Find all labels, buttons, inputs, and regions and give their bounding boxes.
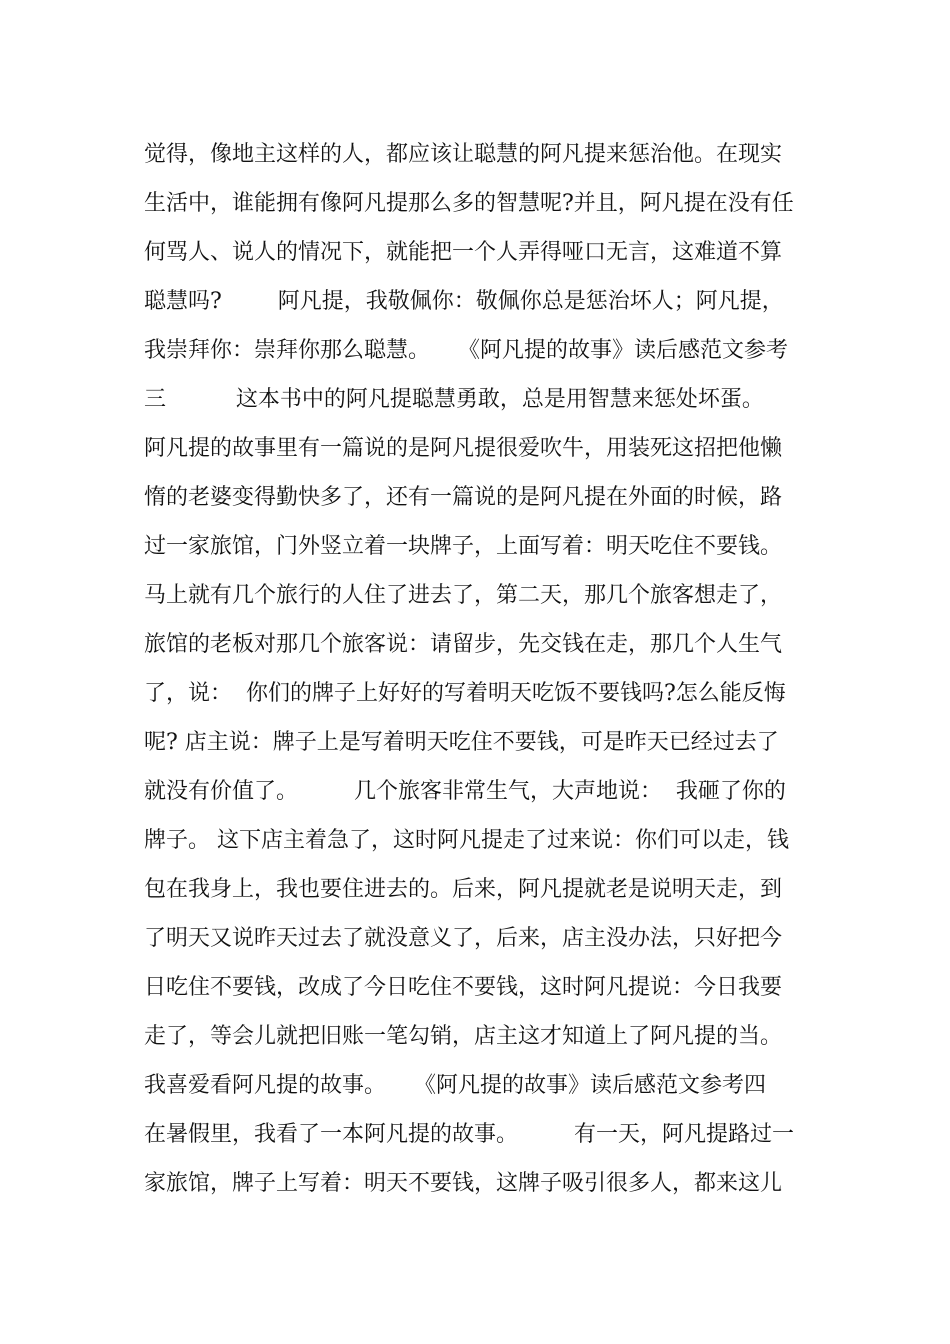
text-line-11: 旅馆的老板对那几个旅客说：请留步，先交钱在走，那几个人生气	[144, 632, 783, 657]
text-line-4: 聪慧吗? 阿凡提，我敬佩你：敬佩你总是惩治坏人；阿凡提，	[144, 289, 784, 314]
text-line-21: 在暑假里，我看了一本阿凡提的故事。 有一天，阿凡提路过一	[144, 1122, 794, 1147]
text-line-6: 三 这本书中的阿凡提聪慧勇敢，总是用智慧来惩处坏蛋。	[144, 387, 764, 412]
text-line-20: 我喜爱看阿凡提的故事。 《阿凡提的故事》读后感范文参考四	[144, 1073, 766, 1098]
body-text	[144, 130, 816, 1208]
text-line-19: 走了，等会儿就把旧账一笔勾销，店主这才知道上了阿凡提的当。	[144, 1024, 783, 1049]
text-line-7: 阿凡提的故事里有一篇说的是阿凡提很爱吹牛，用装死这招把他懒	[144, 436, 783, 461]
text-line-22: 家旅馆，牌子上写着：明天不要钱，这牌子吸引很多人，都来这儿	[144, 1171, 783, 1196]
text-line-18: 日吃住不要钱，改成了今日吃住不要钱，这时阿凡提说：今日我要	[144, 975, 783, 1000]
text-line-16: 包在我身上，我也要住进去的。后来，阿凡提就老是说明天走，到	[144, 877, 783, 902]
text-line-1: 觉得，像地主这样的人，都应该让聪慧的阿凡提来惩治他。在现实	[144, 142, 783, 167]
text-line-13: 呢? 店主说：牌子上是写着明天吃住不要钱，可是昨天已经过去了	[144, 730, 779, 755]
text-line-15: 牌子。 这下店主着急了，这时阿凡提走了过来说：你们可以走，钱	[144, 828, 789, 853]
text-line-5: 我崇拜你：崇拜你那么聪慧。 《阿凡提的故事》读后感范文参考	[144, 338, 788, 363]
text-line-12: 了，说： 你们的牌子上好好的写着明天吃饭不要钱吗?怎么能反悔	[144, 681, 786, 706]
text-line-17: 了明天又说昨天过去了就没意义了，后来，店主没办法，只好把今	[144, 926, 783, 951]
text-line-9: 过一家旅馆，门外竖立着一块牌子，上面写着：明天吃住不要钱。	[144, 534, 783, 559]
text-line-3: 何骂人、说人的情况下，就能把一个人弄得哑口无言，这难道不算	[144, 240, 783, 265]
text-line-14: 就没有价值了。 几个旅客非常生气，大声地说： 我砸了你的	[144, 779, 786, 804]
text-line-10: 马上就有几个旅行的人住了进去了，第二天，那几个旅客想走了，	[144, 583, 783, 608]
text-line-8: 惰的老婆变得勤快多了，还有一篇说的是阿凡提在外面的时候，路	[144, 485, 783, 510]
text-line-2: 生活中，谁能拥有像阿凡提那么多的智慧呢?并且，阿凡提在没有任	[144, 191, 794, 216]
